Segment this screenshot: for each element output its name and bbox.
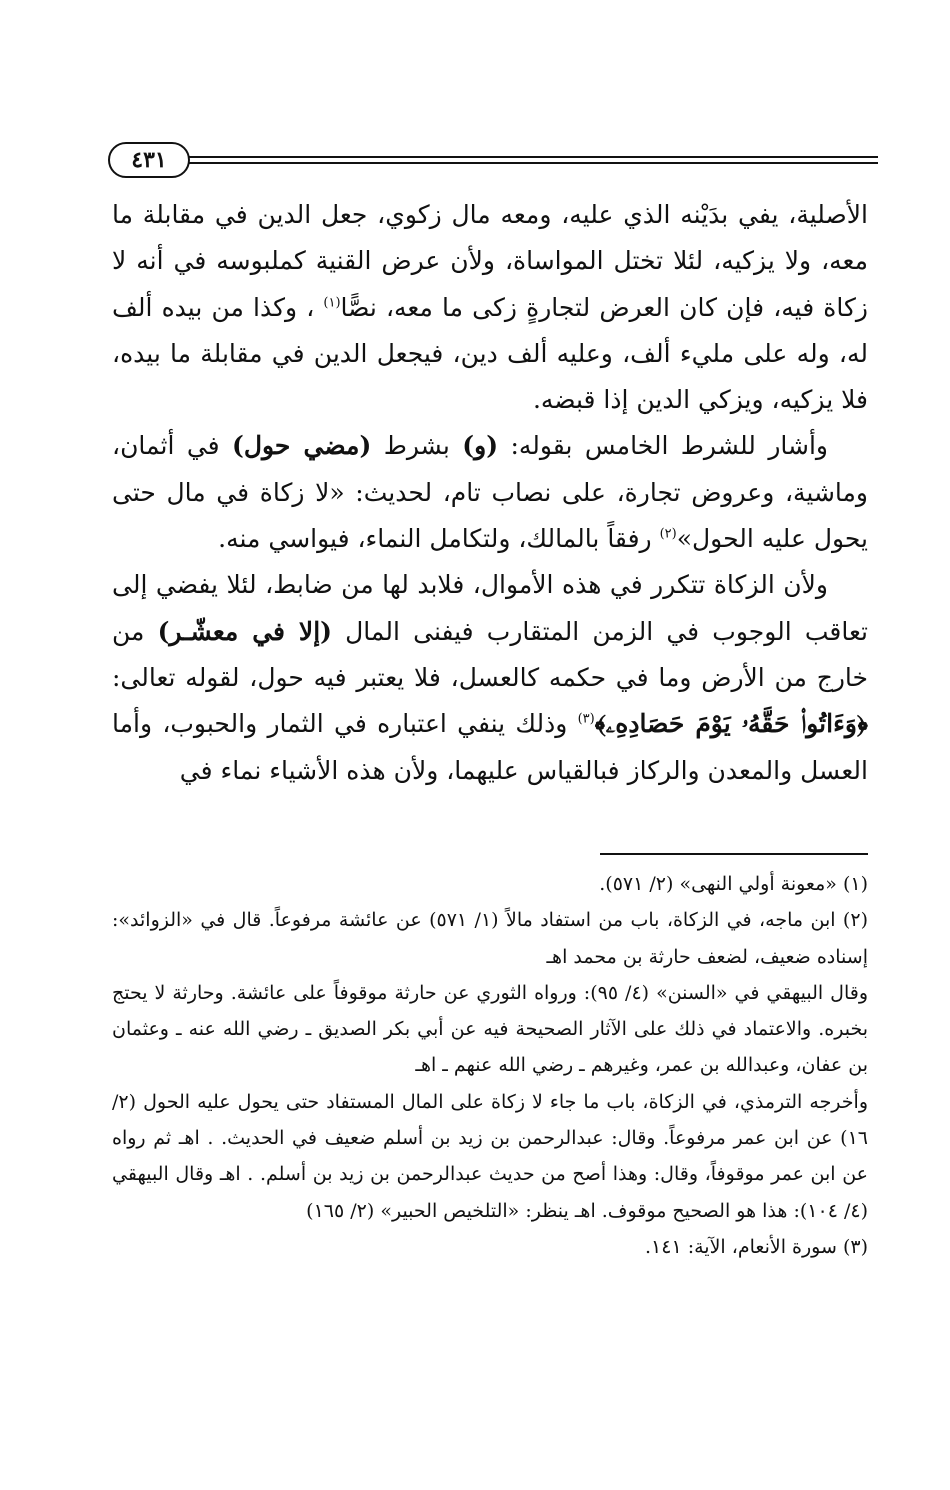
footnote-ref-2: (٢) [659, 526, 677, 542]
footnote-2-part-1: (٢) ابن ماجه، في الزكاة، باب من استفاد مالاً (١/ ٥٧١) عن عائشة مرفوعاً. قال في «الزوائد»: إسناده ضعيف، لضعف حارثة بن محمد اهـ [112, 909, 868, 968]
main-text [112, 192, 868, 794]
footnote-ref-3: (٣) [577, 711, 595, 727]
paragraph-3-text-a: ولأن الزكاة تتكرر في هذه الأموال، فلابد لها من ضابط، لئلا يفضي إلى تعاقب الوجوب في الزمن المتقارب فيفنى المال [112, 570, 868, 646]
paragraph-1-text: الأصلية، يفي بدَيْنه الذي عليه، ومعه مال زكوي، جعل الدين في مقابلة ما معه، ولا يزكيه، لئلا تختل المواساة، ولأن عرض القنية كملبوسه في أنه لا زكاة فيه، فإن كان العرض لتجارةٍ زكى ما معه، نصًّا [112, 200, 868, 322]
matn-wa: (و) [462, 431, 499, 461]
paragraph-3-text-c: من خارج من الأرض وما في حكمه كالعسل، فلا يعتبر فيه حول، لقوله تعالى: [112, 616, 868, 692]
footnote-1: (١) «معونة أولي النهى» (٢/ ٥٧١). [599, 873, 868, 895]
matn-mudi-hawl: (مضي حول) [232, 431, 372, 461]
paragraph-3 [112, 562, 868, 793]
paragraph-1-end: ، وكذا من بيده ألف له، وله على مليء ألف، وعليه ألف دين، فيجعل الدين في مقابلة ما بيده، فلا يزكيه، ويزكي الدين إذا قبضه. [112, 292, 868, 415]
footnotes [112, 866, 868, 1265]
paragraph-2-text-e: في أثمان، وماشية، وعروض تجارة، على نصاب تام، لحديث: «لا زكاة في مال حتى يحول عليه الحول» [112, 431, 868, 554]
page-header [108, 140, 878, 184]
footnote-ref-1: (١) [323, 295, 341, 311]
matn-illa-fi-muashshar: (إلا في معشّـر) [157, 616, 332, 646]
footnote-3: (٣) سورة الأنعام، الآية: ١٤١. [645, 1235, 868, 1258]
paragraph-2-text-a: وأشار للشرط الخامس بقوله: [498, 431, 828, 461]
header-double-rule [178, 156, 878, 164]
paragraph-3-end: وذلك ينفي اعتباره في الثمار والحبوب، وأما العسل والمعدن والركاز فبالقياس عليهما، ولأن هذه الأشياء نماء في [112, 709, 868, 785]
footnote-2-part-3: وأخرجه الترمذي، في الزكاة، باب ما جاء لا زكاة على المال المستفاد حتى يحول عليه الحول (٢/ ١٦) عن ابن عمر مرفوعاً. وقال: عبدالرحمن بن زيد بن أسلم ضعيف في الحديث. . اهـ ثم رواه عن ابن عمر موقوفاً، وقال: وهذا أصح من حديث عبدالرحمن بن زيد بن أسلم. . اهـ وقال البيهقي (٤/ ١٠٤): هذا هو الصحيح موقوف. اهـ ينظر: «التلخيص الحبير» (٢/ ١٦٥) [112, 1090, 868, 1222]
quran-verse: ﴿وَءَاتُوا۟ حَقَّهُۥ يَوْمَ حَصَادِهِۦ﴾ [594, 709, 868, 739]
footnote-separator [600, 853, 868, 855]
paragraph-1 [112, 192, 868, 423]
page-number: ٤٣١ [108, 142, 190, 178]
paragraph-2 [112, 423, 868, 562]
paragraph-2-end: رفقاً بالمالك، ولتكامل النماء، فيواسي منه. [218, 524, 660, 554]
paragraph-2-text-c: بشرط [371, 431, 463, 461]
footnote-2-part-2: وقال البيهقي في «السنن» (٤/ ٩٥): ورواه الثوري عن حارثة موقوفاً على عائشة. وحارثة لا يحتج بخبره. والاعتماد في ذلك على الآثار الصحيحة فيه عن أبي بكر الصديق ـ رضي الله عنه ـ وعثمان بن عفان، وعبدالله بن عمر، وغيرهم ـ رضي الله عنهم ـ اهـ [112, 981, 868, 1077]
